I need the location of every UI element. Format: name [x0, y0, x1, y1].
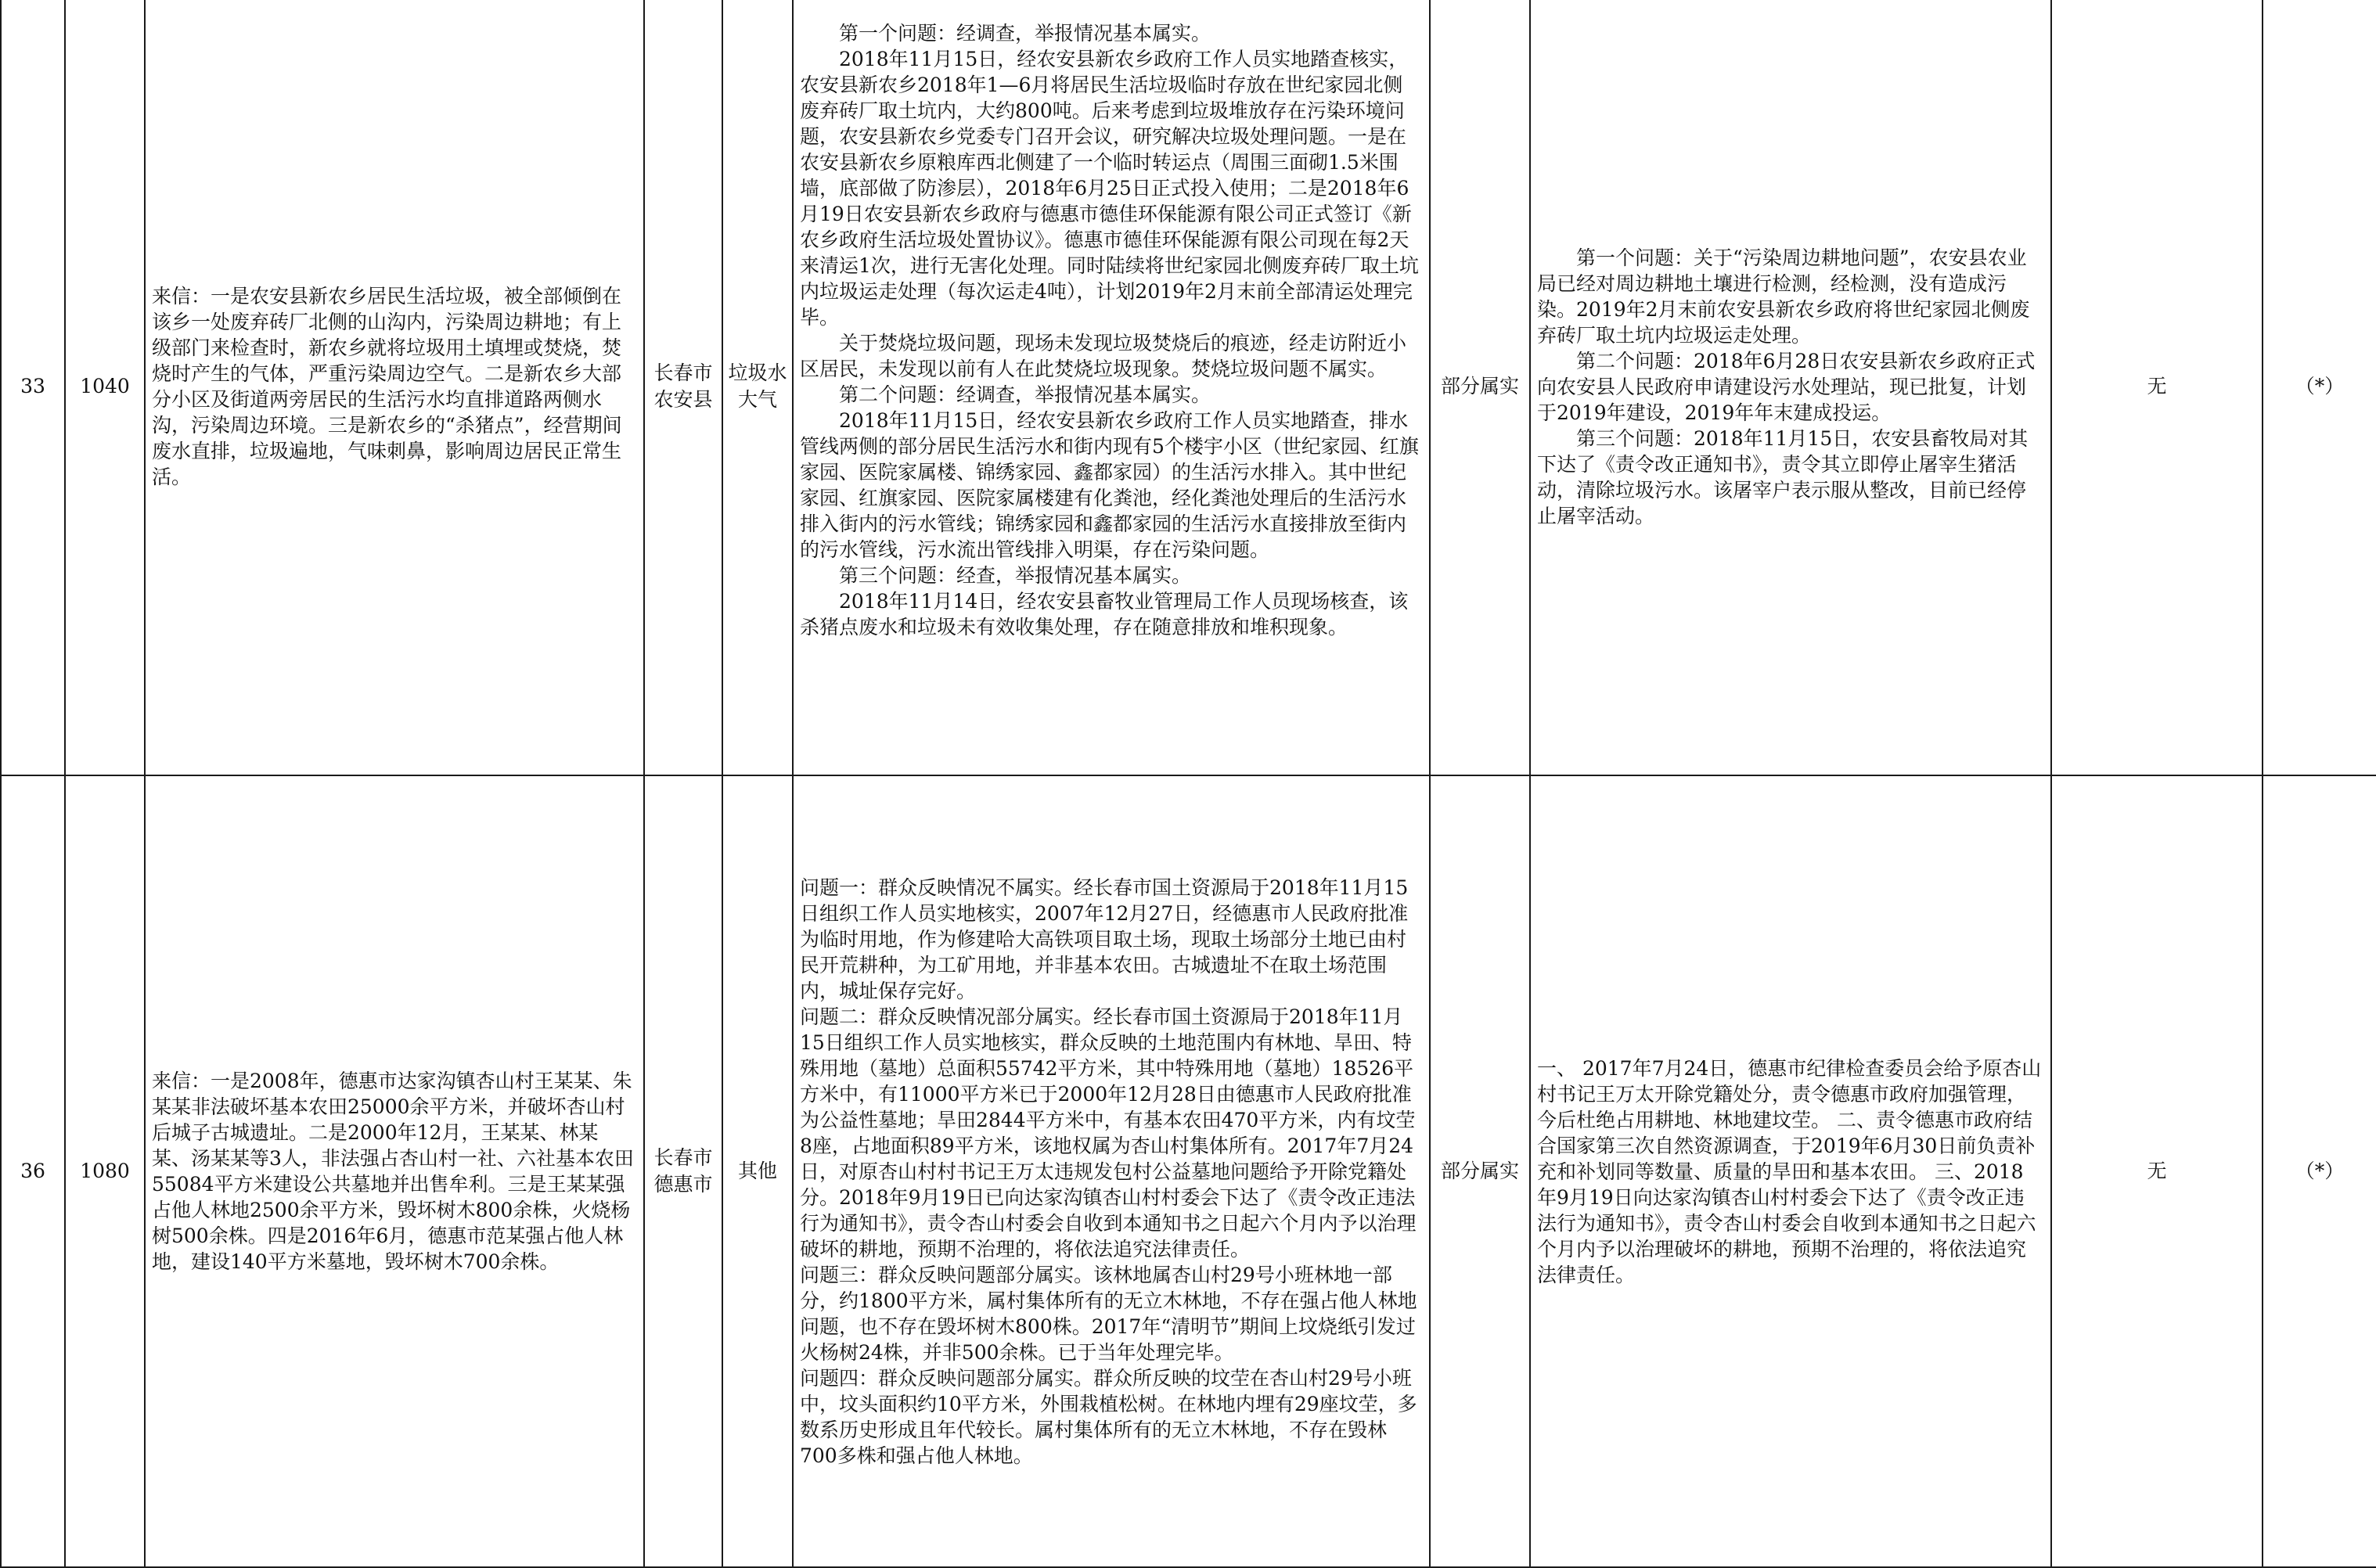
accountability-cell: 无	[2051, 775, 2263, 1567]
finding-paragraph: 问题一：群众反映情况不属实。经长春市国土资源局于2018年11月15日组织工作人员实地核实，2007年12月27日，经德惠市人民政府批准为临时用地，作为修建哈大高铁项目取土场，现取土场部分土地已由村民开荒耕种，为工矿用地，并非基本农田。古城遗址不在取土场范围内，城址保存完好。	[800, 876, 1409, 1002]
region-cell	[644, 0, 722, 775]
serial-cell: 33	[1, 0, 65, 775]
case-number-cell: 1040	[65, 0, 145, 775]
action-paragraph: 第三个问题：2018年11月15日，农安县畜牧局对其下达了《责令改正通知书》，责令其立即停止屠宰生猪活动，清除垃圾污水。该屠宰户表示服从整改，目前已经停止屠宰活动。	[1537, 426, 2029, 527]
finding-paragraph: 2018年11月15日，经农安县新农乡政府工作人员实地踏查，排水管线两侧的部分居民生活污水和街内现有5个楼宇小区（世纪家园、红旗家园、医院家属楼、锦绣家园、鑫都家园）的生活污水排入。其中世纪家园、红旗家园、医院家属楼建有化粪池，经化粪池处理后的生活污水排入街内的污水管线；锦绣家园和鑫都家园的生活污水直接排放至街内的污水管线，污水流出管线排入明渠，存在污染问题。	[800, 409, 1419, 561]
category-cell	[722, 0, 793, 775]
category-text: 垃圾水大气	[728, 361, 787, 411]
region-text: 长春市德惠市	[653, 1146, 713, 1196]
finding-paragraph: 第二个问题：经调查，举报情况基本属实。	[839, 383, 1211, 406]
category-cell	[722, 775, 793, 1567]
table-row	[1, 0, 2376, 775]
finding-paragraph: 问题四：群众反映问题部分属实。群众所反映的坟茔在杏山村29号小班中，坟头面积约10平方米，外围栽植松树。在林地内埋有29座坟茔，多数系历史形成且年代较长。属村集体所有的无立木林地，不存在毁林700多株和强占他人林地。	[800, 1366, 1417, 1467]
verdict-cell: 部分属实	[1430, 775, 1530, 1567]
action-paragraph: 一、 2017年7月24日，德惠市纪律检查委员会给予原杏山村书记王万太开除党籍处分，责令德惠市政府加强管理，今后杜绝占用耕地、林地建坟茔。 二、责令德惠市政府结合国家第三次自然资源调查，于2019年6月30日前负责补充和补划同等数量、质量的旱田和基本农田。 三、2018年9月19日向达家沟镇杏山村村委会下达了《责令改正违法行为通知书》，责令杏山村委会自收到本通知书之日起六个月内予以治理破坏的耕地，预期不治理的，将依法追究法律责任。	[1537, 1056, 2042, 1286]
finding-paragraph: 问题三：群众反映问题部分属实。该林地属杏山村29号小班林地一部分，约1800平方米，属村集体所有的无立木林地，不存在强占他人林地问题，也不存在毁坏树木800株。2017年“清明节”期间上坟烧纸引发过火杨树24株，并非500余株。已于当年处理完毕。	[800, 1263, 1417, 1364]
remark-cell: （*）	[2263, 775, 2376, 1567]
finding-paragraph: 第三个问题：经查，举报情况基本属实。	[839, 564, 1192, 587]
actions-cell	[1530, 775, 2051, 1567]
region-text: 长春市农安县	[653, 361, 713, 411]
accountability-cell: 无	[2051, 0, 2263, 775]
verdict-cell: 部分属实	[1430, 0, 1530, 775]
finding-paragraph: 2018年11月14日，经农安县畜牧业管理局工作人员现场核查，该杀猪点废水和垃圾未有效收集处理，存在随意排放和堆积现象。	[800, 590, 1409, 638]
finding-paragraph: 第一个问题：经调查，举报情况基本属实。	[839, 22, 1211, 45]
action-paragraph: 第一个问题：关于“污染周边耕地问题”，农安县农业局已经对周边耕地土壤进行检测，经检测，没有造成污染。2019年2月末前农安县新农乡政府将世纪家园北侧废弃砖厂取土坑内垃圾运走处理。	[1537, 246, 2030, 347]
complaint-cell	[145, 775, 644, 1567]
complaint-text: 来信：一是农安县新农乡居民生活垃圾，被全部倾倒在该乡一处废弃砖厂北侧的山沟内，污染周边耕地；有上级部门来检查时，新农乡就将垃圾用土填埋或焚烧，焚烧时产生的气体，严重污染周边空气。二是新农乡大部分小区及街道两旁居民的生活污水均直排道路两侧水沟，污染周边环境。三是新农乡的“杀猪点”，经营期间废水直排，垃圾遍地，气味刺鼻，影响周边居民正常生活。	[152, 285, 622, 488]
table-row	[1, 775, 2376, 1567]
complaint-text: 来信：一是2008年，德惠市达家沟镇杏山村王某某、朱某某非法破坏基本农田25000余平方米，并破坏杏山村后城子古城遗址。二是2000年12月，王某某、林某某、汤某某等3人，非法强占杏山村一社、六社基本农田55084平方米建设公共墓地并出售牟利。三是王某某强占他人林地2500余平方米，毁坏树木800余株，火烧杨树500余株。四是2016年6月，德惠市范某强占他人林地，建设140平方米墓地，毁坏树木700余株。	[152, 1070, 634, 1273]
finding-paragraph: 问题二：群众反映情况部分属实。经长春市国土资源局于2018年11月15日组织工作人员实地核实，群众反映的土地范围内有林地、旱田、特殊用地（墓地）总面积55742平方米，其中特殊用地（墓地）18526平方米中，有11000平方米已于2000年12月28日由德惠市人民政府批准为公益性墓地；旱田2844平方米中，有基本农田470平方米，内有坟茔8座，占地面积89平方米，该地权属为杏山村集体所有。2017年7月24日，对原杏山村村书记王万太违规发包村公益墓地问题给予开除党籍处分。2018年9月19日已向达家沟镇杏山村村委会下达了《责令改正违法行为通知书》，责令杏山村委会自收到本通知书之日起六个月内予以治理破坏的耕地，预期不治理的，将依法追究法律责任。	[800, 1005, 1417, 1261]
action-paragraph: 第二个问题：2018年6月28日农安县新农乡政府正式向农安县人民政府申请建设污水处理站，现已批复，计划于2019年建设，2019年年末建成投运。	[1537, 349, 2036, 424]
actions-cell	[1530, 0, 2051, 775]
category-text: 其他	[737, 1160, 777, 1182]
finding-paragraph: 2018年11月15日，经农安县新农乡政府工作人员实地踏查核实，农安县新农乡2018年1—6月将居民生活垃圾临时存放在世纪家园北侧废弃砖厂取土坑内，大约800吨。后来考虑到垃圾堆放存在污染环境问题，农安县新农乡党委专门召开会议，研究解决垃圾处理问题。一是在农安县新农乡原粮库西北侧建了一个临时转运点（周围三面砌1.5米围墙，底部做了防渗层），2018年6月25日正式投入使用；二是2018年6月19日农安县新农乡政府与德惠市德佳环保能源有限公司正式签订《新农乡政府生活垃圾处置协议》。德惠市德佳环保能源有限公司现在每2天来清运1次，进行无害化处理。同时陆续将世纪家园北侧废弃砖厂取土坑内垃圾运走处理（每次运走4吨），计划2019年2月末前全部清运处理完毕。	[800, 48, 1419, 329]
findings-cell	[793, 0, 1430, 775]
finding-paragraph: 关于焚烧垃圾问题，现场未发现垃圾焚烧后的痕迹，经走访附近小区居民，未发现以前有人在此焚烧垃圾现象。焚烧垃圾问题不属实。	[800, 332, 1407, 380]
serial-cell: 36	[1, 775, 65, 1567]
region-cell	[644, 775, 722, 1567]
remark-cell: （*）	[2263, 0, 2376, 775]
complaint-cell	[145, 0, 644, 775]
case-number-cell: 1080	[65, 775, 145, 1567]
findings-cell	[793, 775, 1430, 1567]
